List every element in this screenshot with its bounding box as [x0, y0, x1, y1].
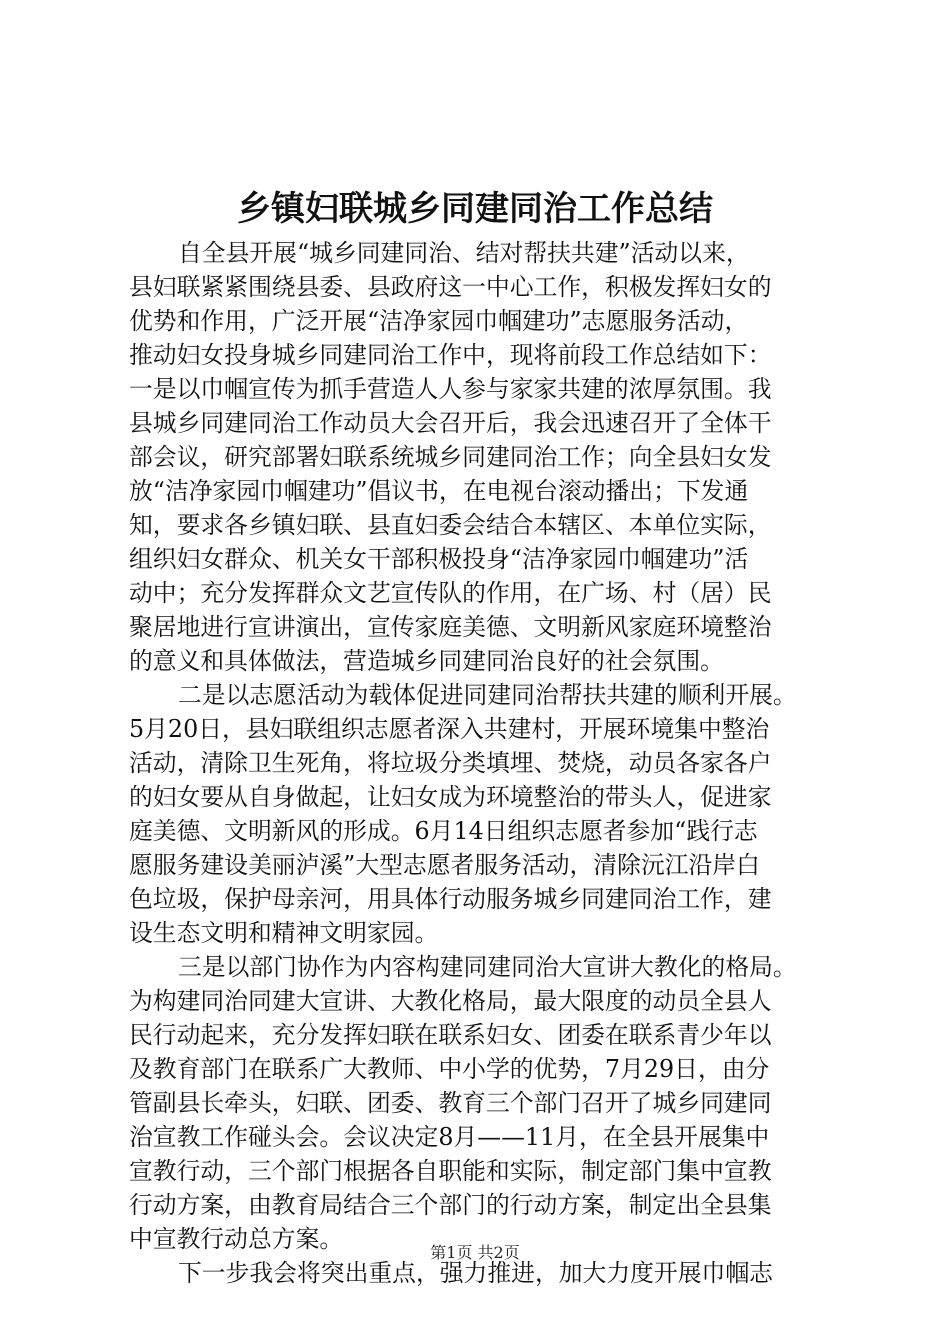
text-line: 聚居地进行宣讲演出，宣传家庭美德、文明新风家庭环境整治: [129, 613, 772, 641]
text-line: 治宣教工作碰头会。会议决定8月——11月，在全县开展集中: [129, 1123, 770, 1151]
text-line: 县城乡同建同治工作动员大会召开后，我会迅速召开了全体干: [129, 409, 772, 437]
text-line: 的意义和具体做法，营造城乡同建同治良好的社会氛围。: [129, 647, 724, 675]
text-line: 5月20日，县妇联组织志愿者深入共建村，开展环境集中整治: [129, 715, 770, 743]
text-line: 放“洁净家园巾帼建功”倡议书，在电视台滚动播出；下发通: [129, 477, 749, 505]
text-line: 自全县开展“城乡同建同治、结对帮扶共建”活动以来，: [178, 239, 750, 267]
text-line: 行动方案，由教育局结合三个部门的行动方案，制定出全县集: [129, 1191, 772, 1219]
document-title: 乡镇妇联城乡同建同治工作总结: [237, 189, 713, 229]
text-line: 管副县长牵头，妇联、团委、教育三个部门召开了城乡同建同: [129, 1089, 772, 1117]
page-number-footer: 第1页 共2页: [430, 1243, 520, 1262]
text-line: 三是以部门协作为内容构建同建同治大宣讲大教化的格局。: [178, 953, 797, 981]
text-line: 中宣教行动总方案。: [129, 1225, 344, 1253]
text-line: 一是以巾帼宣传为抓手营造人人参与家家共建的浓厚氛围。我: [129, 375, 772, 403]
text-line: 知，要求各乡镇妇联、县直妇委会结合本辖区、本单位实际，: [129, 511, 772, 539]
text-line: 推动妇女投身城乡同建同治工作中，现将前段工作总结如下：: [129, 341, 772, 369]
text-line: 宣教行动，三个部门根据各自职能和实际，制定部门集中宣教: [129, 1157, 772, 1185]
text-line: 优势和作用，广泛开展“洁净家园巾帼建功”志愿服务活动，: [129, 307, 749, 335]
text-line: 的妇女要从自身做起，让妇女成为环境整治的带头人，促进家: [129, 783, 772, 811]
text-line: 活动，清除卫生死角，将垃圾分类填埋、焚烧，动员各家各户: [129, 749, 772, 777]
text-line: 动中；充分发挥群众文艺宣传队的作用，在广场、村（居）民: [129, 579, 772, 607]
text-line: 庭美德、文明新风的形成。6月14日组织志愿者参加“践行志: [129, 817, 758, 845]
text-line: 设生态文明和精神文明家园。: [129, 919, 439, 947]
text-line: 二是以志愿活动为载体促进同建同治帮扶共建的顺利开展。: [178, 681, 797, 709]
text-line: 县妇联紧紧围绕县委、县政府这一中心工作，积极发挥妇女的: [129, 273, 772, 301]
text-line: 下一步我会将突出重点，强力推进，加大力度开展巾帼志: [178, 1259, 773, 1287]
text-line: 及教育部门在联系广大教师、中小学的优势，7月29日，由分: [129, 1055, 770, 1083]
text-line: 民行动起来，充分发挥妇联在联系妇女、团委在联系青少年以: [129, 1021, 772, 1049]
text-line: 愿服务建设美丽泸溪”大型志愿者服务活动，清除沅江沿岸白: [129, 851, 760, 879]
text-line: 色垃圾，保护母亲河，用具体行动服务城乡同建同治工作，建: [129, 885, 772, 913]
text-line: 部会议，研究部署妇联系统城乡同建同治工作；向全县妇女发: [129, 443, 772, 471]
text-line: 为构建同治同建大宣讲、大教化格局，最大限度的动员全县人: [129, 987, 772, 1015]
text-line: 组织妇女群众、机关女干部积极投身“洁净家园巾帼建功”活: [129, 545, 749, 573]
